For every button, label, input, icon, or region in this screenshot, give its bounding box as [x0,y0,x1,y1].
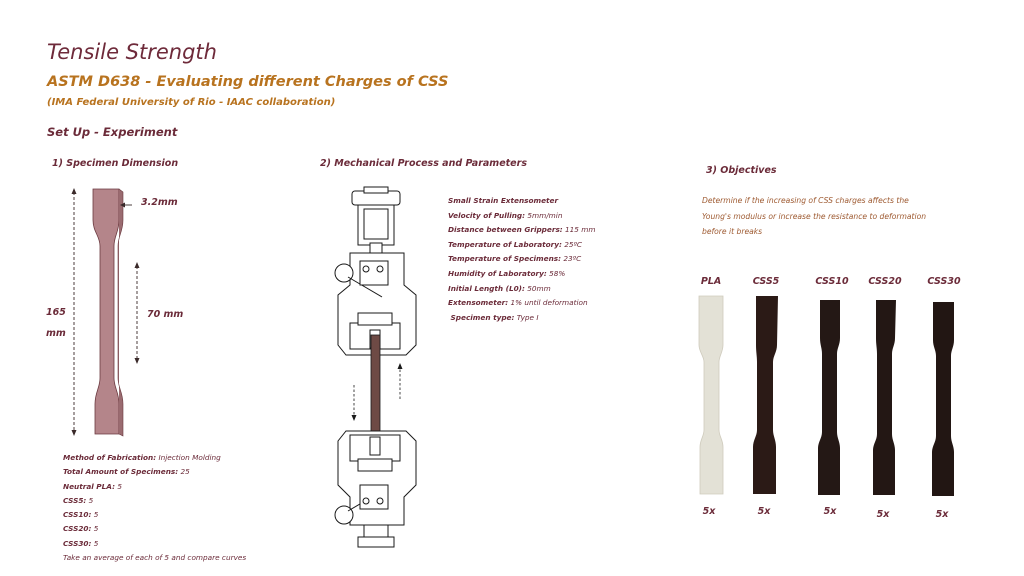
setup-heading: Set Up - Experiment [47,125,178,139]
detail-row: CSS20: 5 [63,524,99,534]
parameter-heading: Small Strain Extensometer [448,196,559,205]
section-1-title: 1) Specimen Dimension [52,158,179,169]
detail-row: CSS10: 5 [63,510,99,520]
width-label: 3.2mm [141,197,178,208]
tensile-machine-diagram [330,185,430,555]
sample-count-css10: 5x [823,506,837,517]
sample-label-css5: CSS5 [752,276,780,287]
sample-photos [690,290,970,505]
parameter-row: Temperature of Specimens: 23ºC [448,254,582,264]
objective-text: Determine if the increasing of CSS charges affects the Young's modulus or increase the resistance to deformation before it breaks [702,196,927,236]
sample-count-css5: 5x [757,506,771,517]
specimen-details [63,451,246,565]
sample-pla [699,296,723,494]
test-specimen [371,335,380,443]
section-2-title: 2) Mechanical Process and Parameters [320,158,527,169]
parameter-row: Humidity of Laboratory: 58% [448,268,566,278]
parameter-row: Specimen type: Type I [448,312,539,322]
specimen-shape [93,189,119,434]
length-label-number: 165 [46,307,66,318]
specimen-diagram [60,180,160,445]
sample-label-css30: CSS30 [927,276,961,287]
sample-css30 [932,302,954,496]
sample-label-css20: CSS20 [868,276,902,287]
sample-css10 [818,300,840,495]
length-label-unit: mm [46,328,66,339]
detail-row: Neutral PLA: 5 [63,481,122,491]
section-3-title: 3) Objectives [706,165,777,176]
detail-row: CSS30: 5 [63,538,99,548]
sample-count-pla: 5x [702,506,716,517]
parameter-list [448,194,596,325]
sample-count-css20: 5x [876,509,890,520]
sample-css5 [753,296,778,494]
collaboration-note: (IMA Federal University of Rio - IAAC collaboration) [47,97,336,108]
detail-row: CSS5: 5 [63,495,94,505]
page-title: Tensile Strength [47,40,217,64]
parameter-row: Distance between Grippers: 115 mm [448,225,596,235]
detail-note: Take an average of each of 5 and compare curves [63,553,247,563]
detail-row: Method of Fabrication: Injection Molding [63,453,221,462]
parameter-row: Initial Length (L0): 50mm [448,283,551,293]
detail-row: Total Amount of Specimens: 25 [63,467,190,477]
sample-label-css10: CSS10 [815,276,849,287]
parameter-row: Velocity of Pulling: 5mm/min [448,210,563,220]
sample-css20 [873,300,896,495]
gauge-length-label: 70 mm [147,309,184,320]
parameter-row: Temperature of Laboratory: 25ºC [448,239,583,249]
sample-label-pla: PLA [700,276,722,287]
parameter-row: Extensometer: 1% until deformation [448,298,588,308]
sample-count-css30: 5x [935,509,949,520]
page-subtitle: ASTM D638 - Evaluating different Charges of CSS [47,74,449,90]
